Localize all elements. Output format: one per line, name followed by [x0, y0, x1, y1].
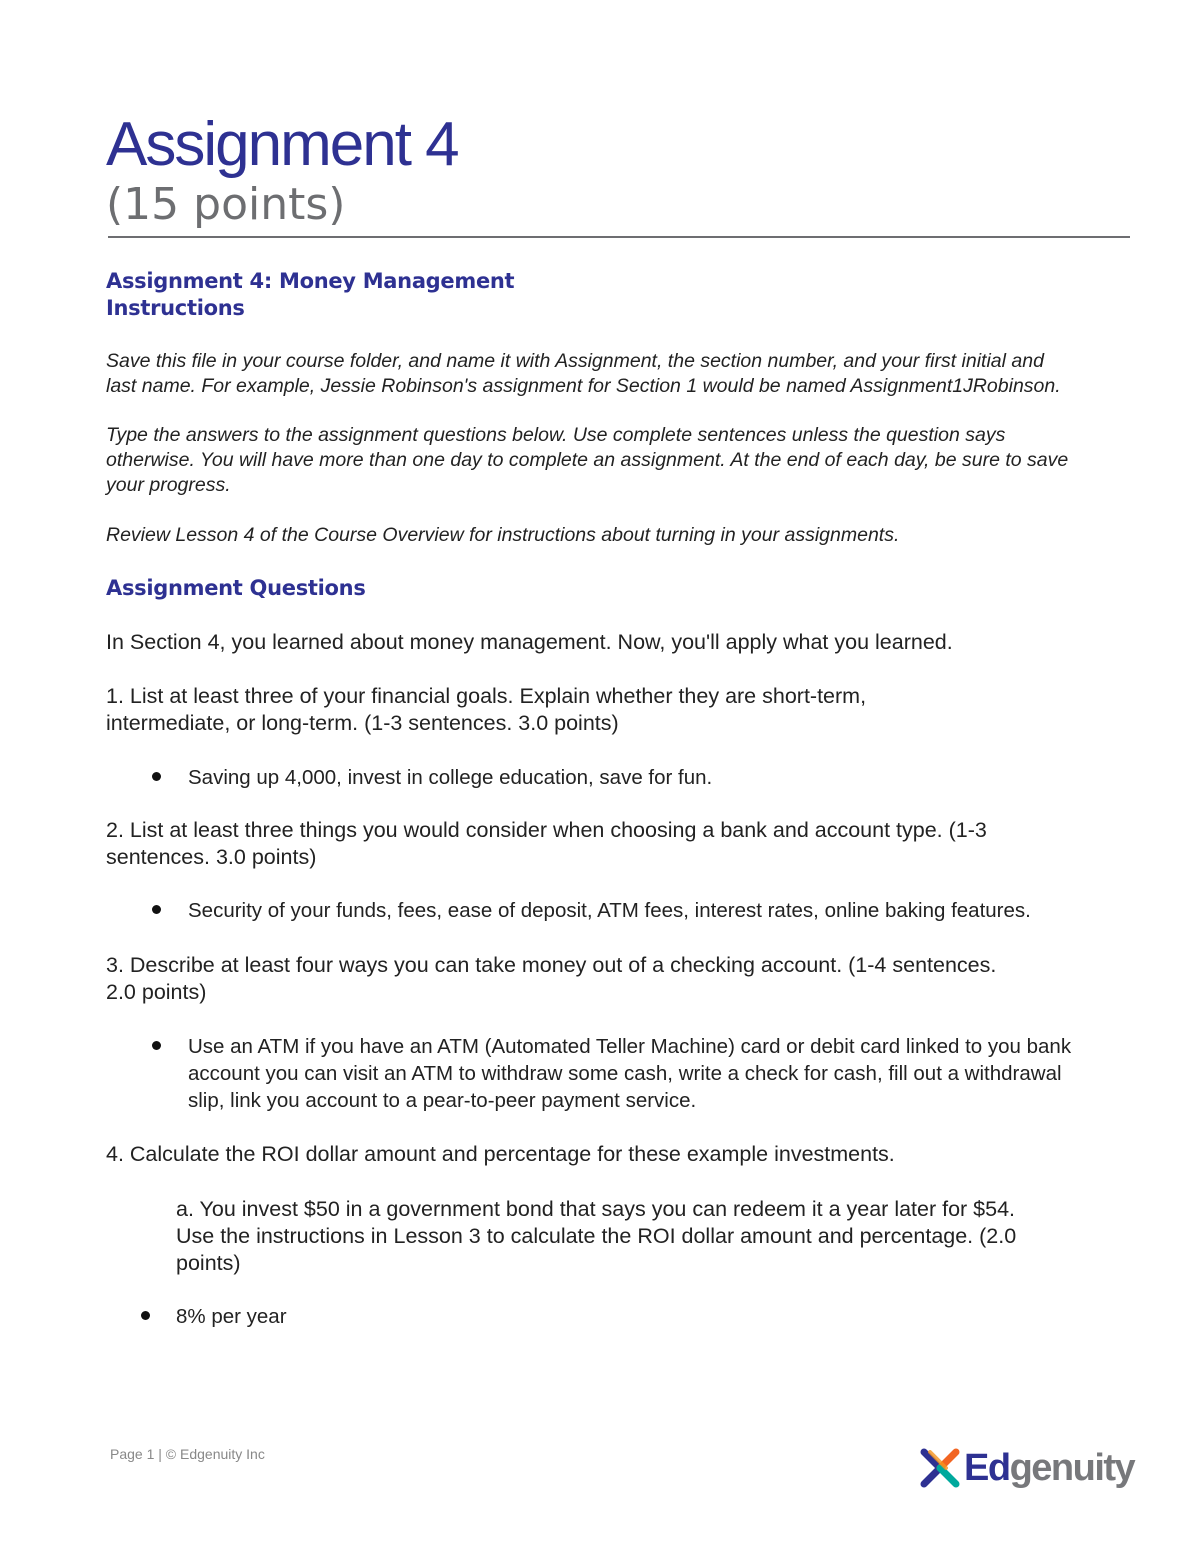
bullet-icon	[152, 772, 161, 781]
instructions-heading: Instructions	[106, 296, 245, 320]
answer-3: Use an ATM if you have an ATM (Automated Teller Machine) card or debit card linked to you bank account you can visit an ATM to withdraw some cash, write a check for cash, fill out a withdrawal slip, link you account to a pear-to-peer payment service.	[188, 1035, 1072, 1112]
bullet-icon	[152, 905, 161, 914]
question-4a: a. You invest $50 in a government bond that says you can redeem it a year later for $54. Use the instructions in Lesson 3 to calculate the ROI dollar amount and percentage. (2.0 points)	[176, 1197, 1017, 1275]
answer-1: Saving up 4,000, invest in college education, save for fun.	[188, 766, 713, 789]
bullet-icon	[141, 1311, 150, 1320]
answer-2-row	[106, 897, 1106, 924]
svg-text:Edgenuity: Edgenuity	[964, 1447, 1135, 1489]
page-title: Assignment 4	[106, 110, 458, 179]
assignment-heading: Assignment 4: Money Management	[106, 269, 515, 293]
bullet-icon	[152, 1041, 161, 1050]
points-subtitle: (15 points)	[106, 179, 346, 230]
edgenuity-x-icon	[920, 1448, 964, 1488]
answer-3-row	[106, 1033, 1106, 1114]
instructions-para-3: Review Lesson 4 of the Course Overview for instructions about turning in your assignments.	[106, 524, 900, 546]
instructions-para-2: Type the answers to the assignment questions below. Use complete sentences unless the question says otherwise. You will have more than one day to complete an assignment. At the end of each day, be sure to save your progress.	[106, 424, 1069, 496]
question-1: 1. List at least three of your financial goals. Explain whether they are short-term, intermediate, or long-term. (1-3 sentences. 3.0 points)	[106, 684, 867, 735]
question-2: 2. List at least three things you would consider when choosing a bank and account type. (1-3 sentences. 3.0 points)	[106, 818, 987, 869]
title-divider	[108, 236, 1130, 238]
answer-1-row	[106, 764, 1106, 791]
edgenuity-wordmark	[964, 1446, 1140, 1490]
document-content	[106, 112, 1106, 1330]
edgenuity-logo	[920, 1446, 1140, 1490]
question-4: 4. Calculate the ROI dollar amount and percentage for these example investments.	[106, 1142, 895, 1166]
answer-2: Security of your funds, fees, ease of deposit, ATM fees, interest rates, online baking features.	[188, 899, 1031, 922]
questions-intro: In Section 4, you learned about money management. Now, you'll apply what you learned.	[106, 630, 953, 654]
instructions-para-1: Save this file in your course folder, and name it with Assignment, the section number, and your first initial and last name. For example, Jessie Robinson's assignment for Section 1 would be named Assignment1JRobinson.	[106, 350, 1061, 397]
question-3: 3. Describe at least four ways you can take money out of a checking account. (1-4 sentences. 2.0 points)	[106, 953, 997, 1004]
answer-4a-row	[106, 1303, 1106, 1330]
questions-heading: Assignment Questions	[106, 576, 366, 600]
page-footer: Page 1 | © Edgenuity Inc	[110, 1446, 265, 1462]
answer-4a: 8% per year	[176, 1305, 287, 1328]
